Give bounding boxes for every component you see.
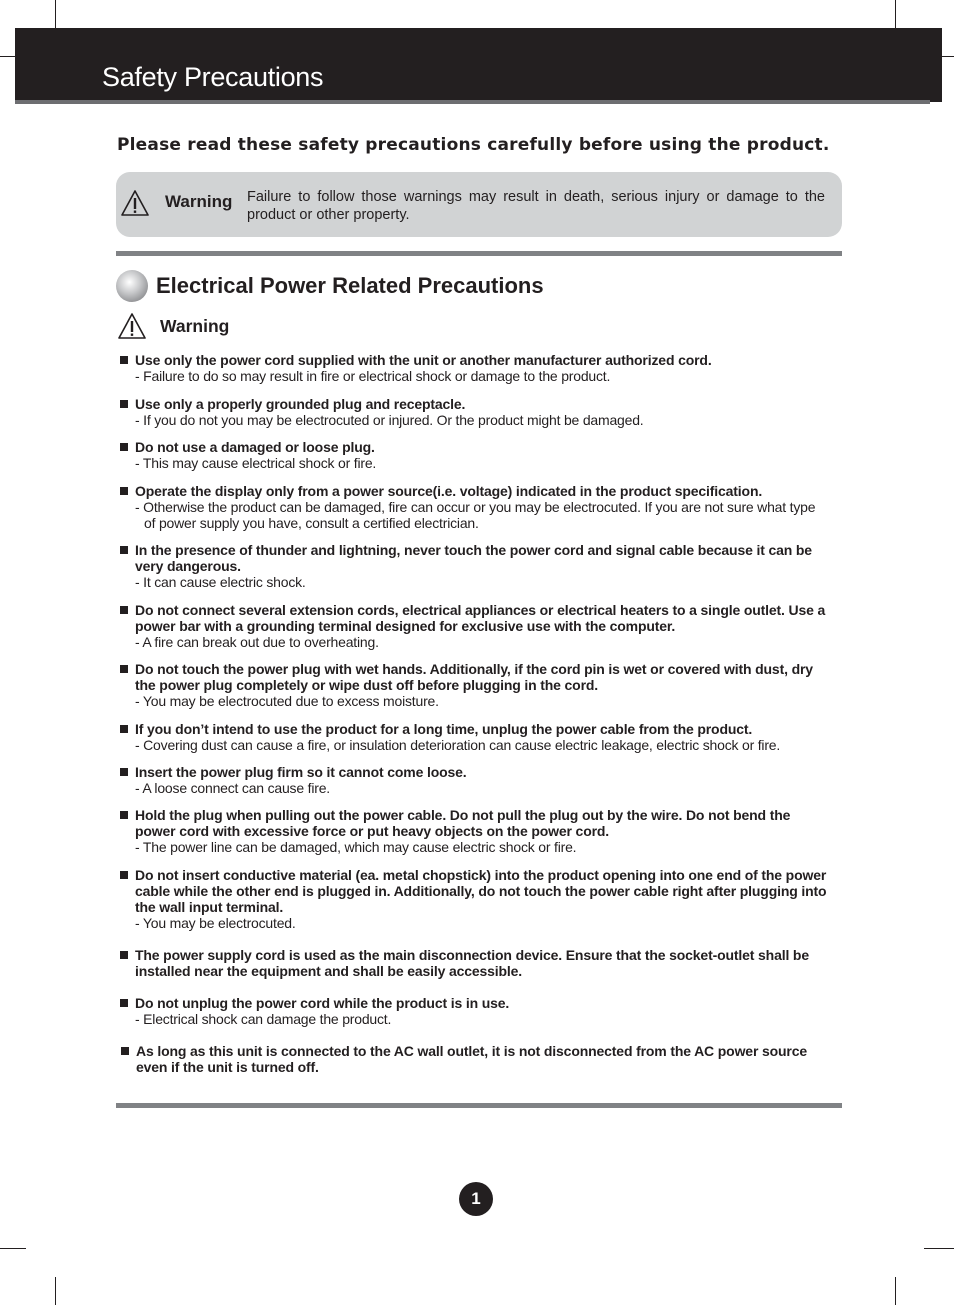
- precaution-item: [120, 947, 830, 979]
- precaution-item: [120, 721, 830, 753]
- precaution-heading: Hold the plug when pulling out the power cable. Do not pull the plug out by the wire. Do not bend the power cord with excessive force or put heavy objects on the power cord.: [135, 807, 791, 839]
- precaution-item: [120, 602, 830, 650]
- square-bullet-icon: [120, 951, 128, 959]
- square-bullet-icon: [120, 811, 128, 819]
- square-bullet-icon: [121, 1047, 129, 1055]
- square-bullet-icon: [120, 606, 128, 614]
- precaution-heading: In the presence of thunder and lightning, never touch the power cord and signal cable because it can be very dangerous.: [135, 542, 812, 574]
- precaution-item: [121, 1043, 831, 1075]
- square-bullet-icon: [120, 443, 128, 451]
- precaution-heading: Do not use a damaged or loose plug.: [135, 439, 375, 455]
- precaution-detail: - It can cause electric shock.: [135, 574, 306, 590]
- precaution-item: [120, 995, 830, 1027]
- crop-mark: [0, 56, 15, 57]
- warning-triangle-icon: [117, 312, 147, 345]
- precaution-item: [120, 661, 830, 709]
- precaution-item: [120, 396, 830, 428]
- precaution-detail: - If you do not you may be electrocuted or injured. Or the product might be damaged.: [135, 412, 644, 428]
- precaution-detail: - You may be electrocuted.: [135, 915, 296, 931]
- warning-label: Warning: [165, 192, 233, 211]
- crop-mark: [895, 1277, 896, 1305]
- precaution-item: [120, 439, 830, 471]
- precaution-heading: Use only the power cord supplied with the unit or another manufacturer authorized cord.: [135, 352, 712, 368]
- page-title: Safety Precautions: [102, 62, 324, 92]
- precaution-item: [120, 483, 830, 531]
- warning-box: [116, 172, 842, 237]
- sphere-bullet-icon: [116, 270, 148, 302]
- crop-mark: [924, 1248, 954, 1249]
- precaution-detail: - You may be electrocuted due to excess moisture.: [135, 693, 439, 709]
- warning-text: Failure to follow those warnings may result in death, serious injury or damage to the product or other property.: [247, 189, 825, 223]
- square-bullet-icon: [120, 725, 128, 733]
- warning-triangle-icon: [120, 189, 150, 222]
- precaution-heading: As long as this unit is connected to the AC wall outlet, it is not disconnected from the AC power source even if the unit is turned off.: [136, 1043, 807, 1075]
- header-bar-shadow: [15, 100, 930, 104]
- precaution-detail: - This may cause electrical shock or fire.: [135, 455, 377, 471]
- precaution-item: [120, 542, 830, 590]
- square-bullet-icon: [120, 768, 128, 776]
- precaution-heading: Do not unplug the power cord while the product is in use.: [135, 995, 510, 1011]
- square-bullet-icon: [120, 356, 128, 364]
- precaution-detail: - Electrical shock can damage the product.: [135, 1011, 392, 1027]
- crop-mark: [55, 1277, 56, 1305]
- precaution-detail: - Failure to do so may result in fire or electrical shock or damage to the product.: [135, 368, 611, 384]
- precaution-detail: - The power line can be damaged, which may cause electric shock or fire.: [135, 839, 577, 855]
- crop-mark: [895, 0, 896, 28]
- precaution-heading: Do not insert conductive material (ea. metal chopstick) into the product opening into one end of the power cable while the other end is plugged in. Additionally, do not touch the power cable right after plugging into the wall input terminal.: [135, 867, 827, 915]
- precaution-item: [120, 352, 830, 384]
- crop-mark: [0, 1248, 26, 1249]
- precaution-heading: Insert the power plug firm so it cannot come loose.: [135, 764, 467, 780]
- precaution-heading: Do not touch the power plug with wet hands. Additionally, if the cord pin is wet or covered with dust, dry the power plug completely or wipe dust off before plugging in the cord.: [135, 661, 813, 693]
- precaution-heading: Do not connect several extension cords, electrical appliances or electrical heaters to a single outlet. Use a power bar with a grounding terminal designed for exclusive use with the computer.: [135, 602, 826, 634]
- square-bullet-icon: [120, 487, 128, 495]
- divider-bottom: [116, 1103, 842, 1108]
- precaution-detail: - Covering dust can cause a fire, or insulation deterioration can cause electric leakage, electric shock or fire.: [135, 737, 781, 753]
- square-bullet-icon: [120, 665, 128, 673]
- square-bullet-icon: [120, 546, 128, 554]
- section-title: Electrical Power Related Precautions: [156, 273, 544, 298]
- precaution-heading: If you don’t intend to use the product for a long time, unplug the power cable from the product.: [135, 721, 753, 737]
- precaution-detail: - Otherwise the product can be damaged, fire can occur or you may be electrocuted. If you are not sure what type of power supply you have, consult a certified electrician.: [135, 499, 816, 531]
- precaution-heading: The power supply cord is used as the main disconnection device. Ensure that the socket-outlet shall be installed near the equipment and shall be easily accessible.: [135, 947, 809, 979]
- square-bullet-icon: [120, 400, 128, 408]
- precaution-item: [120, 807, 830, 855]
- precaution-detail: - A fire can break out due to overheating.: [135, 634, 379, 650]
- square-bullet-icon: [120, 871, 128, 879]
- page-number: 1: [459, 1182, 493, 1216]
- crop-mark: [940, 56, 954, 57]
- precaution-item: [120, 764, 830, 796]
- section-warning-label: Warning: [160, 316, 230, 336]
- square-bullet-icon: [120, 999, 128, 1007]
- intro-text: Please read these safety precautions carefully before using the product.: [117, 135, 830, 155]
- precaution-heading: Operate the display only from a power source(i.e. voltage) indicated in the product specification.: [135, 483, 763, 499]
- precaution-heading: Use only a properly grounded plug and receptacle.: [135, 396, 466, 412]
- crop-mark: [55, 0, 56, 28]
- divider-top: [116, 251, 842, 256]
- precaution-item: [120, 867, 830, 931]
- precaution-detail: - A loose connect can cause fire.: [135, 780, 330, 796]
